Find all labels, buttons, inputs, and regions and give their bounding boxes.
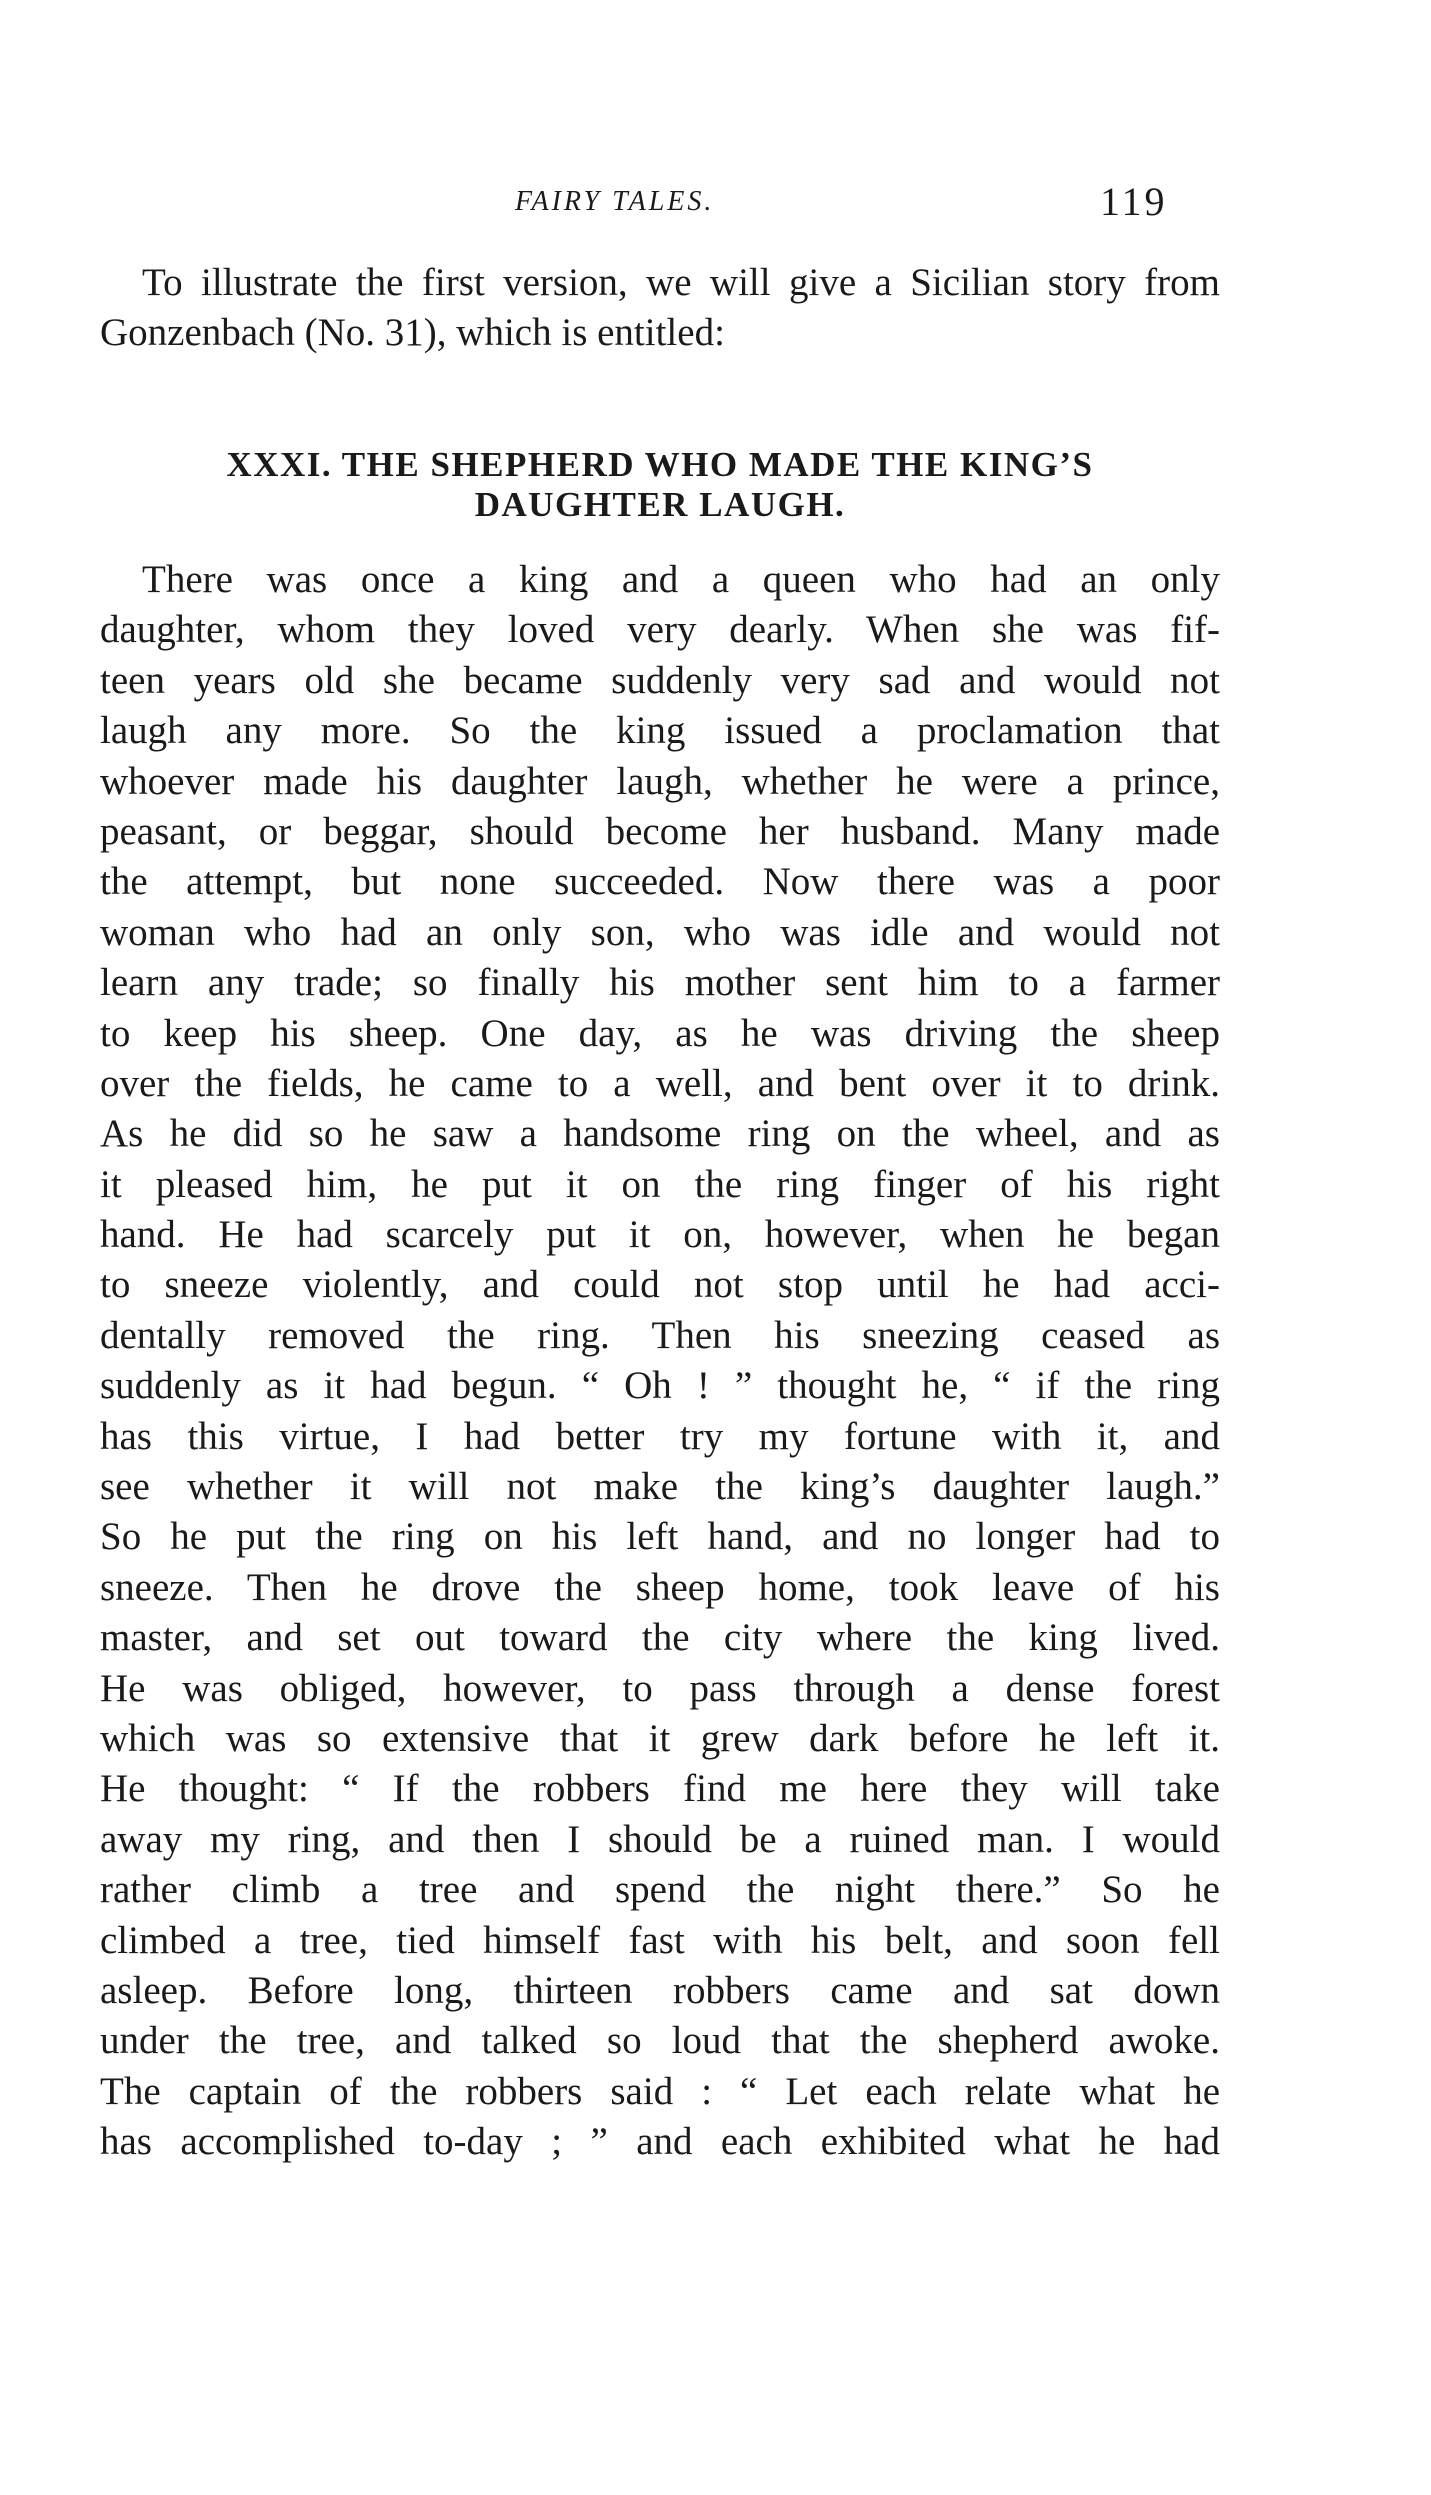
story-line: teen years old she became suddenly very sad and would not — [100, 658, 1220, 702]
story-line: woman who had an only son, who was idle and would not — [100, 910, 1220, 954]
story-line: He was obliged, however, to pass through a dense forest — [100, 1666, 1220, 1710]
story-line: suddenly as it had begun. “ Oh ! ” thought he, “ if the ring — [100, 1364, 1220, 1408]
story-line: asleep. Before long, thirteen robbers came and sat down — [100, 1968, 1220, 2012]
story-line: master, and set out toward the city where the king lived. — [100, 1616, 1220, 1660]
story-line: learn any trade; so finally his mother sent him to a farmer — [100, 961, 1220, 1005]
running-head — [0, 178, 1431, 228]
story-line: rather climb a tree and spend the night there.” So he — [100, 1868, 1220, 1912]
story-line: has accomplished to-day ; ” and each exhibited what he had — [100, 2120, 1220, 2164]
story-line: away my ring, and then I should be a ruined man. I would — [100, 1817, 1220, 1861]
story-heading-line: DAUGHTER LAUGH. — [474, 485, 846, 524]
story-line: He thought: “ If the robbers find me here they will take — [100, 1767, 1220, 1811]
story-heading — [100, 445, 1220, 525]
running-title: FAIRY TALES. — [515, 186, 715, 217]
story-line: under the tree, and talked so loud that the shepherd awoke. — [100, 2019, 1220, 2063]
story-line: So he put the ring on his left hand, and no longer had to — [100, 1515, 1220, 1559]
story-line: The captain of the robbers said : “ Let each relate what he — [100, 2069, 1220, 2113]
story-line: see whether it will not make the king’s daughter laugh.” — [100, 1465, 1220, 1509]
story-line: which was so extensive that it grew dark before he left it. — [100, 1716, 1220, 1760]
story-line: the attempt, but none succeeded. Now there was a poor — [100, 860, 1220, 904]
story-line: to sneeze violently, and could not stop until he had acci- — [100, 1263, 1220, 1307]
story-line: There was once a king and a queen who had an only — [142, 558, 1220, 601]
story-line: daughter, whom they loved very dearly. When she was fif- — [100, 608, 1220, 652]
story-body — [100, 555, 1220, 2168]
story-line: whoever made his daughter laugh, whether he were a prince, — [100, 759, 1220, 803]
story-line: As he did so he saw a handsome ring on the wheel, and as — [100, 1112, 1220, 1156]
story-line: climbed a tree, tied himself fast with his belt, and soon fell — [100, 1918, 1220, 1962]
story-line: to keep his sheep. One day, as he was driving the sheep — [100, 1011, 1220, 1055]
story-line: sneeze. Then he drove the sheep home, took leave of his — [100, 1565, 1220, 1609]
page-number: 119 — [1100, 179, 1168, 224]
story-line: peasant, or beggar, should become her husband. Many made — [100, 809, 1220, 853]
intro-paragraph: To illustrate the first version, we will give a Sicilian story from Gonzenbach (No. 31), which is entitled: — [100, 261, 1220, 354]
story-line: dentally removed the ring. Then his sneezing ceased as — [100, 1313, 1220, 1357]
story-line: it pleased him, he put it on the ring finger of his right — [100, 1162, 1220, 1206]
story-line: over the fields, he came to a well, and bent over it to drink. — [100, 1061, 1220, 1105]
story-line: hand. He had scarcely put it on, however, when he began — [100, 1213, 1220, 1257]
story-line: has this virtue, I had better try my fortune with it, and — [100, 1414, 1220, 1458]
story-line: laugh any more. So the king issued a proclamation that — [100, 709, 1220, 753]
story-heading-line: XXXI. THE SHEPHERD WHO MADE THE KING’S — [226, 445, 1094, 484]
